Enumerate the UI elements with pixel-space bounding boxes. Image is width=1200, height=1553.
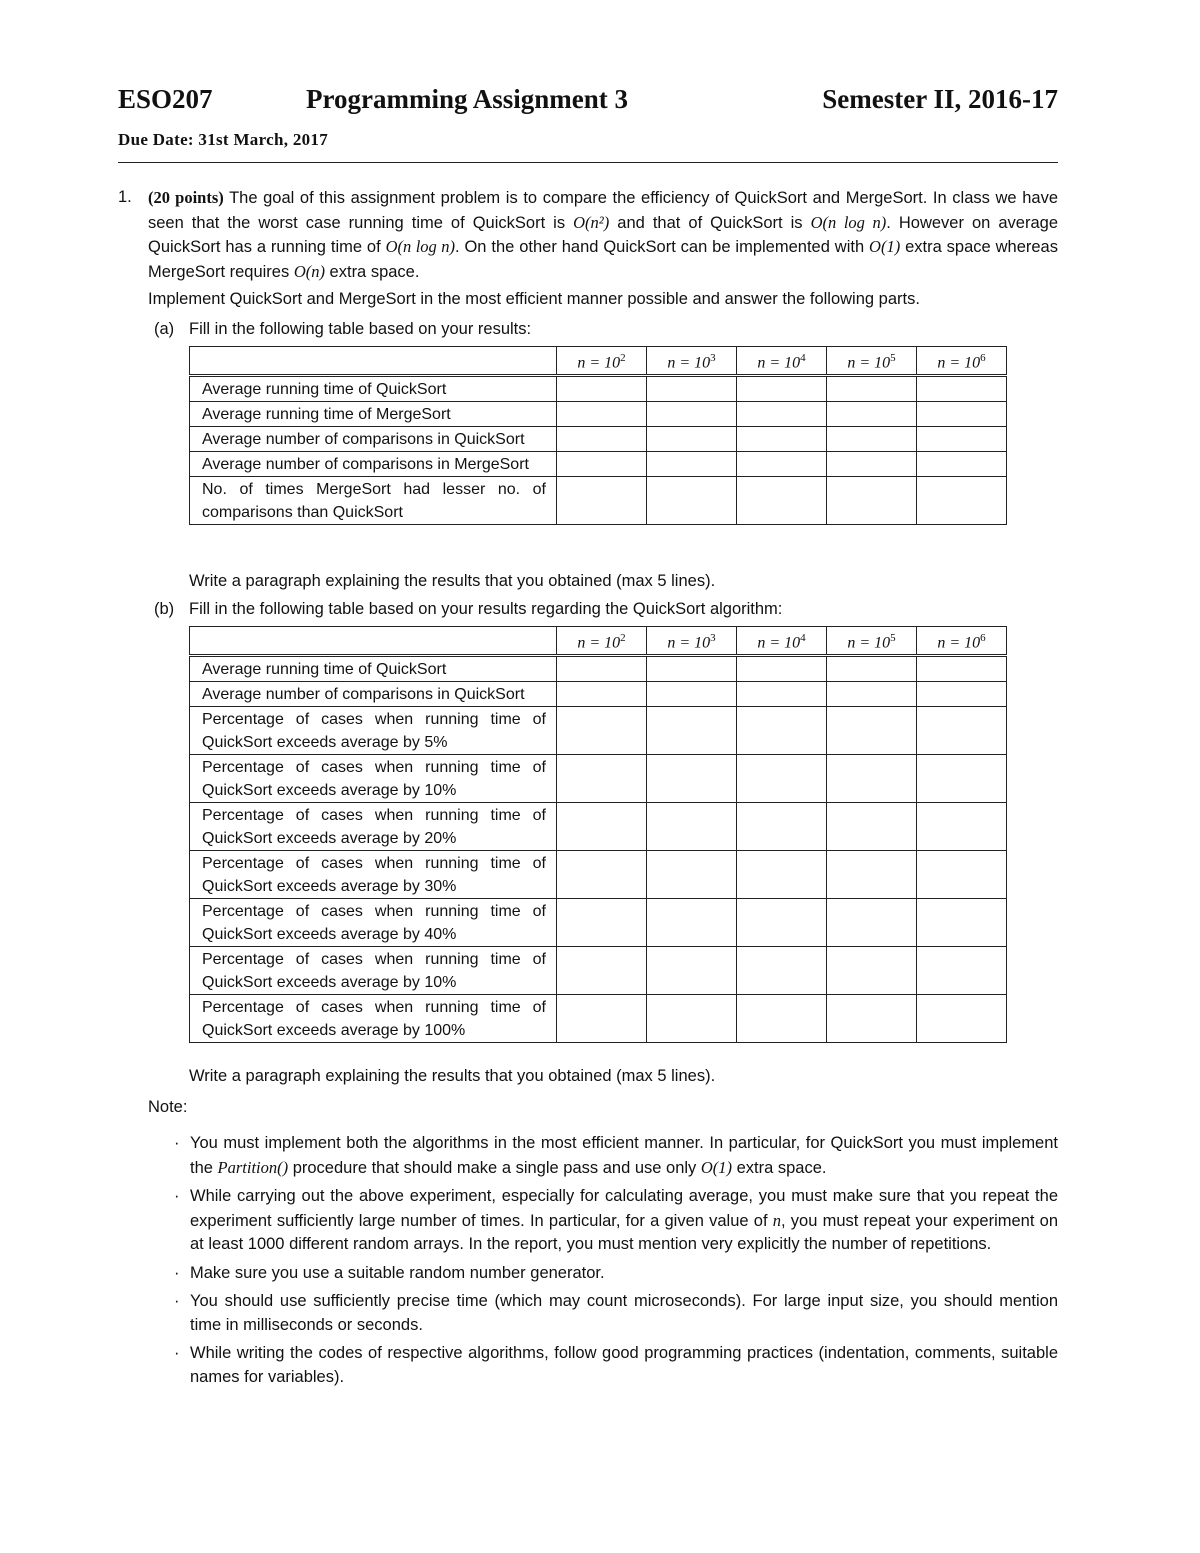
table-row (190, 995, 1007, 1043)
statement-part: . On the other hand QuickSort can be implemented with (454, 238, 870, 256)
empty-value-cell (647, 995, 737, 1043)
column-header-base: n = 10 (847, 634, 891, 652)
problem-number: 1. (118, 188, 132, 206)
column-header-base: n = 10 (577, 634, 621, 652)
empty-value-cell (557, 995, 647, 1043)
note-item (172, 1132, 1058, 1180)
empty-value-cell (737, 477, 827, 525)
note-heading: Note: (148, 1098, 188, 1116)
table-row (190, 851, 1007, 899)
empty-value-cell (557, 376, 647, 402)
empty-value-cell (827, 995, 917, 1043)
note-text: extra space. (732, 1158, 827, 1177)
row-label: No. of times MergeSort had lesser no. of comparisons than QuickSort (190, 477, 557, 525)
empty-value-cell (557, 899, 647, 947)
course-code: ESO207 (118, 84, 213, 114)
problem-points: (20 points) (148, 188, 224, 207)
column-header (737, 347, 827, 376)
table-row (190, 656, 1007, 682)
empty-value-cell (557, 803, 647, 851)
statement-part: The goal of this assignment problem is to compare the efficiency of QuickSort and MergeSort. In class we have seen that the worst case running time of QuickSort is (148, 189, 1058, 232)
column-header-exponent: 2 (620, 632, 626, 644)
table-row (190, 402, 1007, 427)
empty-value-cell (647, 477, 737, 525)
empty-value-cell (917, 707, 1007, 755)
empty-value-cell (647, 682, 737, 707)
header-divider (118, 162, 1058, 163)
table-row (190, 899, 1007, 947)
statement-part: extra space whereas MergeSort requires (148, 238, 1058, 281)
table-part-a (189, 346, 1007, 525)
table-row (190, 682, 1007, 707)
empty-value-cell (557, 656, 647, 682)
empty-value-cell (737, 682, 827, 707)
math-expr: Partition() (217, 1157, 289, 1177)
empty-value-cell (647, 803, 737, 851)
math-expr: O(n log n) (385, 237, 455, 256)
row-label: Average running time of QuickSort (190, 376, 557, 402)
note-item (172, 1262, 1058, 1286)
column-header-base: n = 10 (757, 354, 801, 372)
part-a-paragraph-instruction: Write a paragraph explaining the results that you obtained (max 5 lines). (189, 572, 716, 590)
empty-value-cell (917, 682, 1007, 707)
empty-value-cell (737, 995, 827, 1043)
column-header-exponent: 3 (710, 352, 716, 364)
empty-value-cell (827, 402, 917, 427)
column-header (917, 627, 1007, 656)
table-row (190, 947, 1007, 995)
column-header (827, 627, 917, 656)
column-header-base: n = 10 (757, 634, 801, 652)
table-row (190, 477, 1007, 525)
empty-value-cell (827, 477, 917, 525)
note-text: You must implement both the algorithms in the most efficient manner. In particular, for QuickSort you must implement the (190, 1134, 1058, 1177)
table-row (190, 707, 1007, 755)
table-row (190, 452, 1007, 477)
empty-value-cell (737, 376, 827, 402)
empty-value-cell (737, 851, 827, 899)
empty-value-cell (737, 427, 827, 452)
bullet: · (174, 1292, 180, 1310)
empty-value-cell (737, 656, 827, 682)
column-header (917, 347, 1007, 376)
empty-value-cell (827, 755, 917, 803)
empty-value-cell (917, 755, 1007, 803)
column-header-base: n = 10 (667, 354, 711, 372)
assignment-title: Programming Assignment 3 (306, 84, 628, 114)
empty-value-cell (827, 376, 917, 402)
note-item (172, 1342, 1058, 1389)
bullet: · (174, 1187, 180, 1205)
empty-value-cell (557, 947, 647, 995)
empty-value-cell (647, 899, 737, 947)
empty-value-cell (827, 803, 917, 851)
row-label: Average running time of QuickSort (190, 656, 557, 682)
empty-value-cell (827, 947, 917, 995)
problem-statement (148, 186, 1058, 284)
math-expr: O(n) (293, 261, 325, 281)
column-header (557, 627, 647, 656)
semester-label: Semester II, 2016-17 (822, 84, 1058, 114)
column-header (557, 347, 647, 376)
empty-value-cell (917, 656, 1007, 682)
table-row (190, 427, 1007, 452)
table-row (190, 803, 1007, 851)
note-text: You should use sufficiently precise time (which may count microseconds). For large input size, you should mention time in milliseconds or seconds. (190, 1292, 1058, 1334)
column-header-exponent: 6 (980, 632, 986, 644)
row-label: Percentage of cases when running time of QuickSort exceeds average by 40% (190, 899, 557, 947)
column-header-exponent: 5 (890, 632, 896, 644)
column-header (737, 627, 827, 656)
note-text: Make sure you use a suitable random number generator. (190, 1263, 605, 1282)
empty-value-cell (827, 427, 917, 452)
empty-value-cell (917, 899, 1007, 947)
empty-value-cell (737, 452, 827, 477)
row-label: Percentage of cases when running time of QuickSort exceeds average by 20% (190, 803, 557, 851)
table-row (190, 376, 1007, 402)
empty-value-cell (917, 452, 1007, 477)
part-a-label: (a) (154, 320, 175, 338)
column-header-base: n = 10 (937, 634, 981, 652)
row-label: Percentage of cases when running time of QuickSort exceeds average by 5% (190, 707, 557, 755)
empty-value-cell (557, 402, 647, 427)
table-part-b (189, 626, 1007, 1043)
row-label: Percentage of cases when running time of QuickSort exceeds average by 30% (190, 851, 557, 899)
table-header-row (190, 627, 1007, 656)
empty-value-cell (827, 452, 917, 477)
column-header-base: n = 10 (667, 634, 711, 652)
column-header-base: n = 10 (937, 354, 981, 372)
math-expr: O(1) (869, 237, 901, 256)
empty-value-cell (647, 851, 737, 899)
header-blank-cell (190, 347, 557, 376)
empty-value-cell (827, 682, 917, 707)
empty-value-cell (647, 427, 737, 452)
math-expr: n (772, 1210, 781, 1230)
note-text: While writing the codes of respective algorithms, follow good programming practices (indentation, comments, suitable names for variables). (190, 1344, 1058, 1386)
empty-value-cell (647, 947, 737, 995)
empty-value-cell (827, 851, 917, 899)
empty-value-cell (557, 477, 647, 525)
math-expr: O(n²) (573, 212, 610, 232)
note-item (172, 1185, 1058, 1257)
column-header (647, 347, 737, 376)
column-header (827, 347, 917, 376)
math-expr: O(n log n) (810, 212, 887, 232)
notes-list (172, 1132, 1058, 1394)
due-date: Due Date: 31st March, 2017 (118, 130, 329, 149)
column-header-base: n = 10 (577, 354, 621, 372)
part-b-text: Fill in the following table based on your results regarding the QuickSort algorithm: (189, 600, 783, 618)
row-label: Percentage of cases when running time of QuickSort exceeds average by 100% (190, 995, 557, 1043)
empty-value-cell (917, 995, 1007, 1043)
row-label: Average running time of MergeSort (190, 402, 557, 427)
empty-value-cell (647, 376, 737, 402)
column-header-exponent: 2 (620, 352, 626, 364)
empty-value-cell (917, 376, 1007, 402)
empty-value-cell (827, 707, 917, 755)
statement-part: extra space. (324, 262, 420, 281)
empty-value-cell (917, 851, 1007, 899)
empty-value-cell (557, 755, 647, 803)
empty-value-cell (647, 452, 737, 477)
statement-part: . However on average QuickSort has a running time of (148, 213, 1058, 256)
empty-value-cell (917, 427, 1007, 452)
page-header (118, 84, 1058, 120)
note-item (172, 1290, 1058, 1337)
bullet: · (174, 1134, 180, 1152)
row-label: Average number of comparisons in QuickSort (190, 427, 557, 452)
empty-value-cell (557, 707, 647, 755)
row-label: Average number of comparisons in MergeSort (190, 452, 557, 477)
empty-value-cell (647, 402, 737, 427)
part-b-label: (b) (154, 600, 175, 618)
empty-value-cell (557, 851, 647, 899)
math-expr: O(1) (700, 1157, 733, 1177)
note-text: procedure that should make a single pass and use only (288, 1158, 701, 1177)
row-label: Percentage of cases when running time of QuickSort exceeds average by 10% (190, 755, 557, 803)
empty-value-cell (917, 947, 1007, 995)
empty-value-cell (917, 477, 1007, 525)
empty-value-cell (917, 402, 1007, 427)
column-header-base: n = 10 (847, 354, 891, 372)
empty-value-cell (737, 707, 827, 755)
statement-part: and that of QuickSort is (609, 213, 811, 232)
empty-value-cell (737, 402, 827, 427)
empty-value-cell (737, 947, 827, 995)
empty-value-cell (647, 707, 737, 755)
empty-value-cell (647, 656, 737, 682)
bullet: · (174, 1344, 180, 1362)
implement-instruction: Implement QuickSort and MergeSort in the most efficient manner possible and answer the following parts. (148, 290, 920, 308)
row-label: Percentage of cases when running time of QuickSort exceeds average by 10% (190, 947, 557, 995)
note-text: While carrying out the above experiment, especially for calculating average, you must make sure that you repeat the experiment sufficiently large number of times. In particular, for a given value of (190, 1187, 1058, 1230)
note-text: , you must repeat your experiment on at least 1000 different random arrays. In the report, you must mention very explicitly the number of repetitions. (190, 1211, 1059, 1253)
empty-value-cell (557, 427, 647, 452)
table-row (190, 755, 1007, 803)
bullet: · (174, 1263, 180, 1282)
empty-value-cell (557, 682, 647, 707)
part-a-text: Fill in the following table based on your results: (189, 320, 532, 338)
empty-value-cell (737, 899, 827, 947)
column-header-exponent: 4 (800, 632, 806, 644)
column-header-exponent: 3 (710, 632, 716, 644)
column-header (647, 627, 737, 656)
row-label: Average number of comparisons in QuickSort (190, 682, 557, 707)
header-blank-cell (190, 627, 557, 656)
empty-value-cell (827, 656, 917, 682)
empty-value-cell (827, 899, 917, 947)
column-header-exponent: 6 (980, 352, 986, 364)
empty-value-cell (917, 803, 1007, 851)
column-header-exponent: 5 (890, 352, 896, 364)
column-header-exponent: 4 (800, 352, 806, 364)
empty-value-cell (737, 755, 827, 803)
empty-value-cell (737, 803, 827, 851)
part-b-paragraph-instruction: Write a paragraph explaining the results that you obtained (max 5 lines). (189, 1067, 716, 1085)
table-header-row (190, 347, 1007, 376)
empty-value-cell (557, 452, 647, 477)
empty-value-cell (647, 755, 737, 803)
